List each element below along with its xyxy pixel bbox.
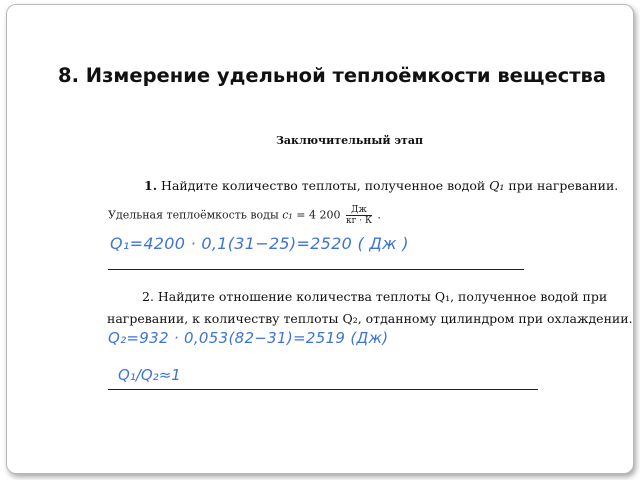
task-1-question: Найдите количество теплоты, полученное водой: [161, 178, 486, 193]
specific-heat-value: = 4 200: [296, 208, 341, 222]
answer-1-rule: [108, 269, 524, 270]
specific-heat-symbol: c₁: [282, 208, 293, 222]
answer-2-rule: [108, 389, 538, 390]
handwritten-answer-1: Q₁=4200 · 0,1(31−25)=2520 ( Дж ): [110, 234, 409, 253]
task-2-line-2: нагревании, к количеству теплоты Q₂, отданному цилиндром при охлаждении.: [107, 311, 633, 326]
handwritten-answer-3: Q₁/Q₂≈1: [118, 366, 181, 384]
task-1-number: 1.: [144, 178, 158, 193]
specific-heat-label: Удельная теплоёмкость воды: [108, 208, 279, 222]
unit-fraction: [346, 205, 372, 226]
task-1-question-end: при нагревании.: [508, 178, 619, 193]
unit-numerator: Дж: [346, 205, 372, 216]
task-2-line-1: 2. Найдите отношение количества теплоты Q₁, полученное водой при: [142, 289, 608, 304]
specific-heat-end: .: [377, 208, 381, 222]
unit-denominator: кг · К: [346, 216, 372, 226]
specific-heat-line: [108, 205, 381, 226]
page-title: 8. Измерение удельной теплоёмкости вещества: [58, 64, 607, 87]
stage-heading: Заключительный этап: [276, 134, 424, 147]
task-1-text: [144, 178, 618, 193]
handwritten-answer-2: Q₂=932 · 0,053(82−31)=2519 (Дж): [108, 329, 389, 347]
task-1-symbol: Q₁: [489, 178, 505, 193]
